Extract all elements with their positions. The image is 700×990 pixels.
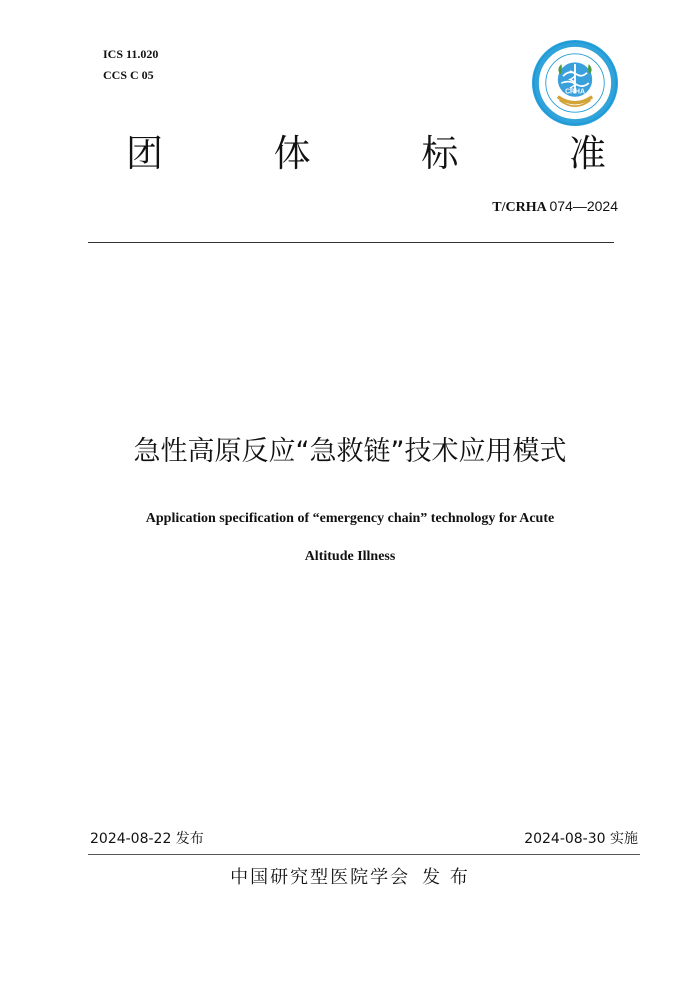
logo-center-text: CRHA: [565, 88, 585, 96]
chinese-title: 急性高原反应“急救链”技术应用模式: [133, 436, 567, 467]
classification-codes: [103, 44, 158, 86]
footer-divider: [88, 854, 640, 855]
standard-type-char: 体: [273, 132, 311, 175]
english-title-line-1: Application specification of “emergency chain” technology for Acute: [145, 511, 555, 526]
standard-number-value: 074—2024: [549, 198, 618, 214]
ccs-code: CCS C 05: [103, 68, 154, 82]
standard-type-title: [126, 130, 606, 178]
english-title-line-2: Altitude Illness: [304, 549, 396, 564]
publisher-line: [0, 863, 700, 889]
header-divider: [88, 242, 614, 243]
standard-type-char: 准: [568, 132, 606, 175]
implementation-date: 2024-08-30 实施: [524, 831, 638, 847]
publisher-name: 中国研究型医院学会: [230, 867, 411, 888]
standard-type-char: 标: [421, 132, 459, 175]
ics-code: ICS 11.020: [103, 47, 159, 61]
crha-association-seal-icon: [532, 40, 618, 126]
publish-action: 发 布: [422, 867, 470, 888]
standard-type-char: 团: [126, 132, 163, 175]
standard-number-prefix: T/CRHA: [492, 200, 546, 215]
issue-date: 2024-08-22 发布: [90, 831, 204, 847]
standard-number: [492, 198, 618, 216]
